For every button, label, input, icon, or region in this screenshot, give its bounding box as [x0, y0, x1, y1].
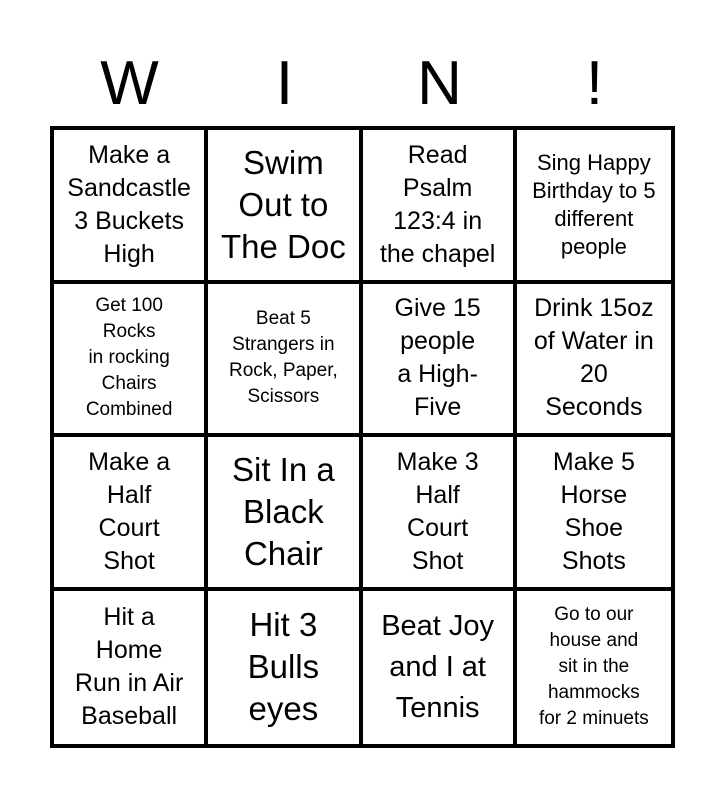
- cell-text: Go to our house and sit in the hammocks for 2 minuets: [538, 604, 649, 730]
- bingo-cell[interactable]: [54, 284, 208, 438]
- bingo-cell[interactable]: [208, 130, 362, 284]
- cell-text: Drink 15oz of Water in 20 Seconds: [533, 294, 654, 422]
- bingo-cell[interactable]: [208, 437, 362, 591]
- bingo-cell[interactable]: [363, 284, 517, 438]
- bingo-board: [50, 126, 675, 748]
- bingo-cell[interactable]: [54, 437, 208, 591]
- bingo-cell[interactable]: [517, 437, 671, 591]
- bingo-header: [52, 42, 672, 126]
- header-letter-exclamation: !: [585, 49, 604, 118]
- cell-text: Sing Happy Birthday to 5 different people: [532, 149, 656, 259]
- cell-text: Swim Out to The Doc: [221, 143, 346, 265]
- bingo-cell[interactable]: [517, 284, 671, 438]
- bingo-cell[interactable]: [208, 284, 362, 438]
- cell-text: Beat 5 Strangers in Rock, Paper, Scissors: [228, 308, 338, 408]
- bingo-cell[interactable]: [517, 591, 671, 745]
- bingo-cell[interactable]: [54, 130, 208, 284]
- cell-text: Get 100 Rocks in rocking Chairs Combined: [85, 295, 173, 421]
- bingo-cell[interactable]: [208, 591, 362, 745]
- cell-text: Make a Sandcastle 3 Buckets High: [67, 140, 191, 268]
- cell-text: Hit a Home Run in Air Baseball: [74, 603, 184, 731]
- cell-text: Make 5 Horse Shoe Shots: [552, 447, 635, 575]
- bingo-cell[interactable]: [363, 130, 517, 284]
- cell-text: Beat Joy and I at Tennis: [381, 609, 495, 724]
- cell-text: Give 15 people a High- Five: [394, 294, 481, 422]
- cell-text: Make a Half Court Shot: [88, 447, 171, 575]
- header-letter-i: I: [275, 49, 294, 118]
- cell-text: Hit 3 Bulls eyes: [247, 606, 320, 728]
- bingo-cell[interactable]: [517, 130, 671, 284]
- cell-text: Sit In a Black Chair: [232, 450, 335, 572]
- bingo-cell[interactable]: [363, 437, 517, 591]
- header-letter-n: N: [417, 49, 462, 118]
- cell-text: Read Psalm 123:4 in the chapel: [379, 140, 496, 268]
- cell-text: Make 3 Half Court Shot: [396, 447, 479, 575]
- bingo-cell[interactable]: [54, 591, 208, 745]
- bingo-cell[interactable]: [363, 591, 517, 745]
- header-letter-w: W: [100, 49, 159, 118]
